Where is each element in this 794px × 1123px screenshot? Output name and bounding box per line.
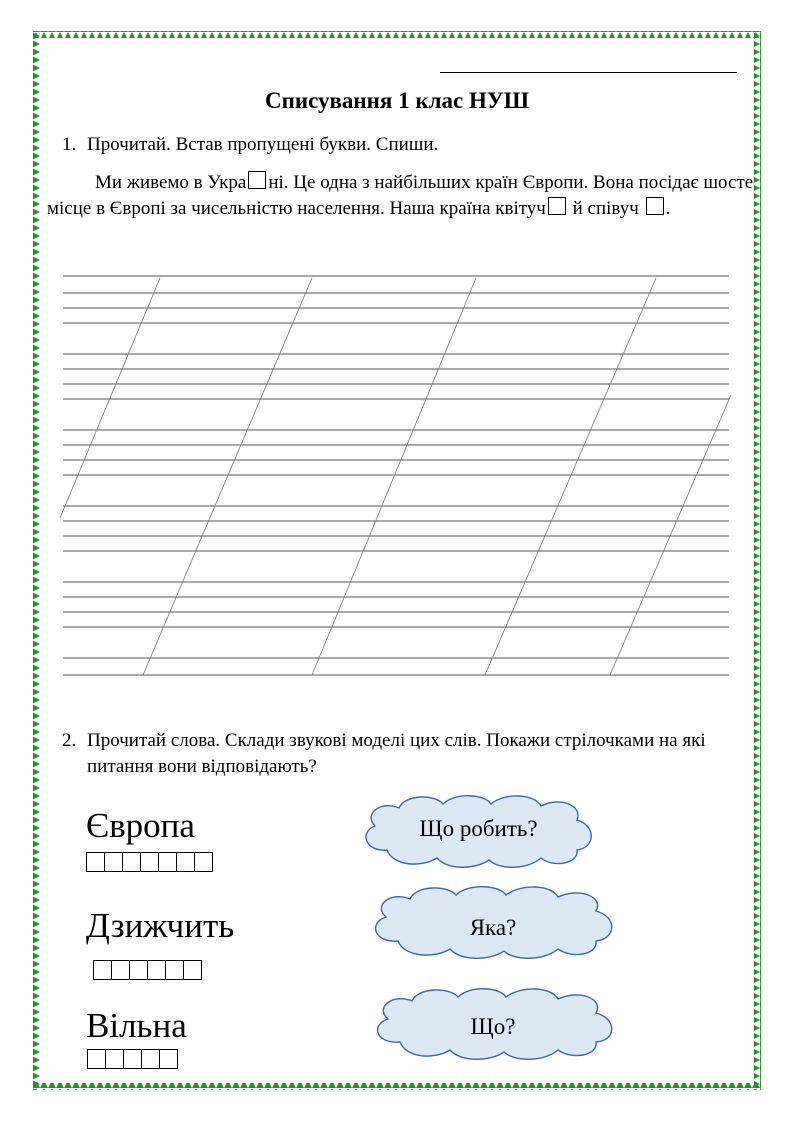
task-1-number: 1.: [62, 134, 77, 155]
sound-cell[interactable]: [86, 852, 105, 872]
word-vilna: Вільна: [86, 1006, 187, 1045]
sound-cell[interactable]: [111, 960, 130, 980]
question-label-1: Що робить?: [419, 816, 538, 841]
sound-cell[interactable]: [87, 1049, 106, 1069]
paragraph-part-3: й співуч: [572, 198, 639, 219]
sound-cell[interactable]: [176, 852, 195, 872]
sound-model-cells-2[interactable]: [93, 960, 201, 980]
sound-cell[interactable]: [159, 1049, 178, 1069]
word-dzyzhchyt: Дзижчить: [86, 906, 235, 945]
paragraph-part-4: .: [665, 198, 671, 219]
sound-cell[interactable]: [165, 960, 184, 980]
sound-cell[interactable]: [105, 1049, 124, 1069]
sound-cell[interactable]: [104, 852, 123, 872]
sound-model-cells-3[interactable]: [87, 1049, 177, 1069]
sound-cell[interactable]: [123, 1049, 142, 1069]
task-2-instruction: [62, 728, 752, 780]
sound-cell[interactable]: [183, 960, 202, 980]
task-1-text: Прочитай. Встав пропущені букви. Спиши.: [87, 134, 439, 155]
question-cloud-3[interactable]: [368, 985, 618, 1060]
question-cloud-2[interactable]: [366, 883, 620, 959]
task-2-number: 2.: [62, 730, 77, 751]
paragraph-part-2: ні. Це одна з найбільших країн Європи. Вона посідає шосте місце в Європі за чисельністю населення. Наша країна квітуч: [47, 172, 754, 219]
question-label-3: Що?: [470, 1014, 516, 1039]
question-label-2: Яка?: [469, 915, 517, 940]
sound-cell[interactable]: [141, 1049, 160, 1069]
sound-cell[interactable]: [93, 960, 112, 980]
sound-cell[interactable]: [158, 852, 177, 872]
sound-cell[interactable]: [140, 852, 159, 872]
sound-cell[interactable]: [129, 960, 148, 980]
sound-cell[interactable]: [194, 852, 213, 872]
paragraph-part-1: Ми живемо в Укра: [95, 172, 247, 193]
question-cloud-1[interactable]: [357, 792, 600, 868]
task-2-text: Прочитай слова. Склади звукові моделі цих слів. Покажи стрілочками на які питання вони відповідають?: [87, 730, 706, 777]
word-europa: Європа: [86, 806, 195, 845]
page-title: Списування 1 клас НУШ: [264, 88, 530, 113]
sound-cell[interactable]: [147, 960, 166, 980]
sound-cell[interactable]: [122, 852, 141, 872]
sound-model-cells-1[interactable]: [86, 852, 212, 872]
